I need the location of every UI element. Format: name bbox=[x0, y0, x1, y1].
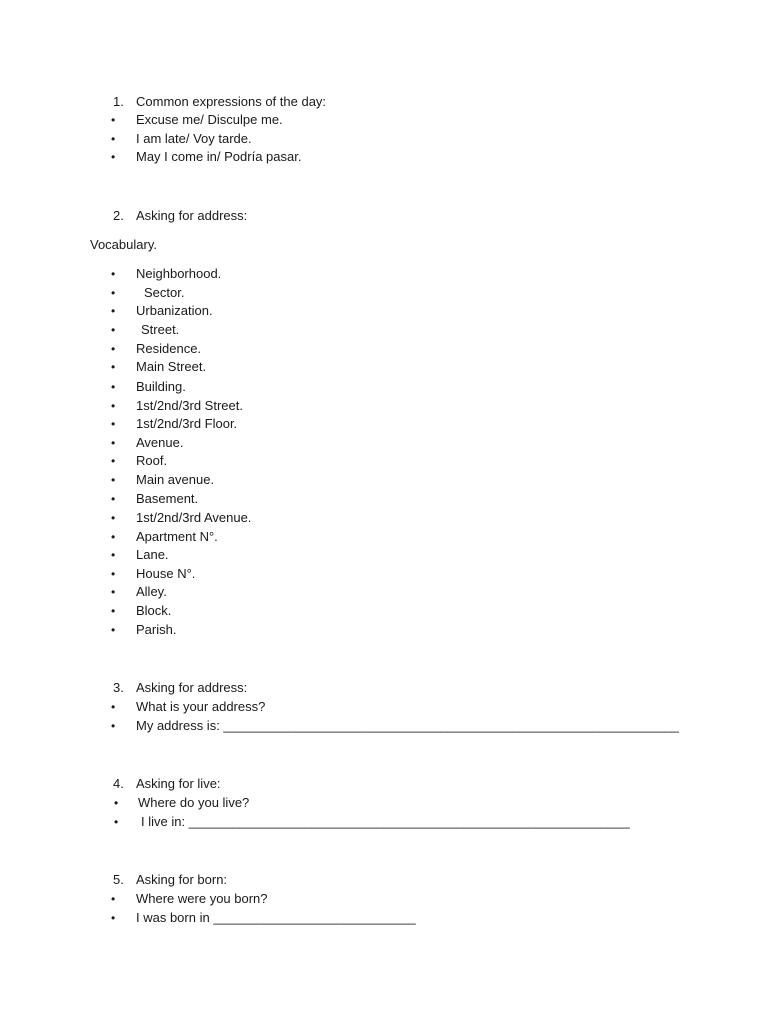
list-item-text: Where do you live? bbox=[138, 795, 250, 810]
list-item-text: House N°. bbox=[136, 566, 196, 581]
list-item bbox=[0, 378, 768, 396]
bullet-icon: • bbox=[111, 417, 116, 431]
list-item-text: Lane. bbox=[136, 547, 169, 562]
list-item bbox=[0, 321, 768, 339]
list-item bbox=[0, 490, 768, 508]
list-item-text: Main avenue. bbox=[136, 472, 215, 487]
list-item-text: Parish. bbox=[136, 622, 177, 637]
list-item-text: 1st/2nd/3rd Avenue. bbox=[136, 510, 252, 525]
bullet-icon: • bbox=[111, 473, 116, 487]
list-item-text: Excuse me/ Disculpe me. bbox=[136, 112, 283, 127]
list-item bbox=[0, 583, 768, 601]
bullet-icon: • bbox=[111, 604, 116, 618]
bullet-icon: • bbox=[111, 454, 116, 468]
list-item-text: Urbanization. bbox=[136, 303, 213, 318]
list-item bbox=[0, 565, 768, 583]
bullet-icon: • bbox=[111, 492, 116, 506]
bullet-icon: • bbox=[111, 113, 116, 127]
live-fill-line: I live in: _____________________________________________________________ bbox=[141, 814, 630, 829]
bullet-icon: • bbox=[111, 323, 116, 337]
list-item-text: Building. bbox=[136, 379, 186, 394]
bullet-icon: • bbox=[111, 623, 116, 637]
list-item bbox=[0, 621, 768, 639]
list-item bbox=[0, 602, 768, 620]
section-1-heading bbox=[0, 93, 768, 111]
list-item bbox=[0, 130, 768, 148]
section-4-heading bbox=[0, 775, 768, 793]
list-item bbox=[0, 698, 768, 716]
bullet-icon: • bbox=[111, 911, 116, 925]
bullet-icon: • bbox=[111, 342, 116, 356]
list-item-text: Street. bbox=[141, 322, 180, 337]
bullet-icon: • bbox=[111, 286, 116, 300]
list-item-text: Basement. bbox=[136, 491, 199, 506]
bullet-icon: • bbox=[111, 360, 116, 374]
list-item bbox=[0, 111, 768, 129]
address-fill-line: My address is: _______________________________________________________________ bbox=[136, 718, 679, 733]
list-item bbox=[0, 471, 768, 489]
list-item bbox=[0, 509, 768, 527]
list-item-text: Sector. bbox=[144, 285, 185, 300]
section-number: 5. bbox=[113, 872, 124, 887]
bullet-icon: • bbox=[111, 380, 116, 394]
list-item-text: Main Street. bbox=[136, 359, 207, 374]
bullet-icon: • bbox=[111, 150, 116, 164]
section-number: 2. bbox=[113, 208, 124, 223]
bullet-icon: • bbox=[111, 304, 116, 318]
list-item bbox=[0, 397, 768, 415]
list-item bbox=[0, 546, 768, 564]
list-item bbox=[0, 340, 768, 358]
bullet-icon: • bbox=[111, 585, 116, 599]
section-title: Asking for born: bbox=[136, 872, 228, 887]
section-number: 3. bbox=[113, 680, 124, 695]
bullet-icon: • bbox=[111, 548, 116, 562]
list-item-text: May I come in/ Podría pasar. bbox=[136, 149, 302, 164]
section-title: Asking for live: bbox=[136, 776, 221, 791]
list-item bbox=[0, 909, 768, 927]
list-item bbox=[0, 794, 768, 812]
list-item bbox=[0, 302, 768, 320]
section-title: Asking for address: bbox=[136, 208, 248, 223]
bullet-icon: • bbox=[111, 719, 116, 733]
list-item bbox=[0, 358, 768, 376]
born-fill-line: I was born in ____________________________ bbox=[136, 910, 416, 925]
section-number: 1. bbox=[113, 94, 124, 109]
bullet-icon: • bbox=[111, 892, 116, 906]
list-item bbox=[0, 813, 768, 831]
list-item-text: 1st/2nd/3rd Street. bbox=[136, 398, 243, 413]
list-item-text: Alley. bbox=[136, 584, 167, 599]
list-item bbox=[0, 717, 768, 735]
list-item bbox=[0, 265, 768, 283]
bullet-icon: • bbox=[114, 796, 119, 810]
list-item-text: Apartment N°. bbox=[136, 529, 218, 544]
bullet-icon: • bbox=[111, 399, 116, 413]
list-item bbox=[0, 890, 768, 908]
vocabulary-label bbox=[0, 236, 768, 254]
bullet-icon: • bbox=[111, 436, 116, 450]
section-5-heading bbox=[0, 871, 768, 889]
list-item-text: What is your address? bbox=[136, 699, 266, 714]
list-item-text: Residence. bbox=[136, 341, 202, 356]
list-item bbox=[0, 148, 768, 166]
list-item bbox=[0, 528, 768, 546]
bullet-icon: • bbox=[111, 511, 116, 525]
subheading: Vocabulary. bbox=[90, 237, 157, 252]
list-item bbox=[0, 434, 768, 452]
list-item-text: Where were you born? bbox=[136, 891, 268, 906]
list-item-text: Roof. bbox=[136, 453, 168, 468]
bullet-icon: • bbox=[111, 267, 116, 281]
bullet-icon: • bbox=[111, 132, 116, 146]
list-item bbox=[0, 415, 768, 433]
list-item bbox=[0, 284, 768, 302]
section-3-heading bbox=[0, 679, 768, 697]
list-item-text: Block. bbox=[136, 603, 172, 618]
list-item-text: Neighborhood. bbox=[136, 266, 222, 281]
bullet-icon: • bbox=[111, 700, 116, 714]
list-item-text: 1st/2nd/3rd Floor. bbox=[136, 416, 238, 431]
list-item-text: I am late/ Voy tarde. bbox=[136, 131, 252, 146]
section-title: Asking for address: bbox=[136, 680, 248, 695]
section-number: 4. bbox=[113, 776, 124, 791]
section-2-heading bbox=[0, 207, 768, 225]
list-item-text: Avenue. bbox=[136, 435, 184, 450]
bullet-icon: • bbox=[111, 530, 116, 544]
bullet-icon: • bbox=[111, 567, 116, 581]
bullet-icon: • bbox=[114, 815, 119, 829]
section-title: Common expressions of the day: bbox=[136, 94, 327, 109]
list-item bbox=[0, 452, 768, 470]
